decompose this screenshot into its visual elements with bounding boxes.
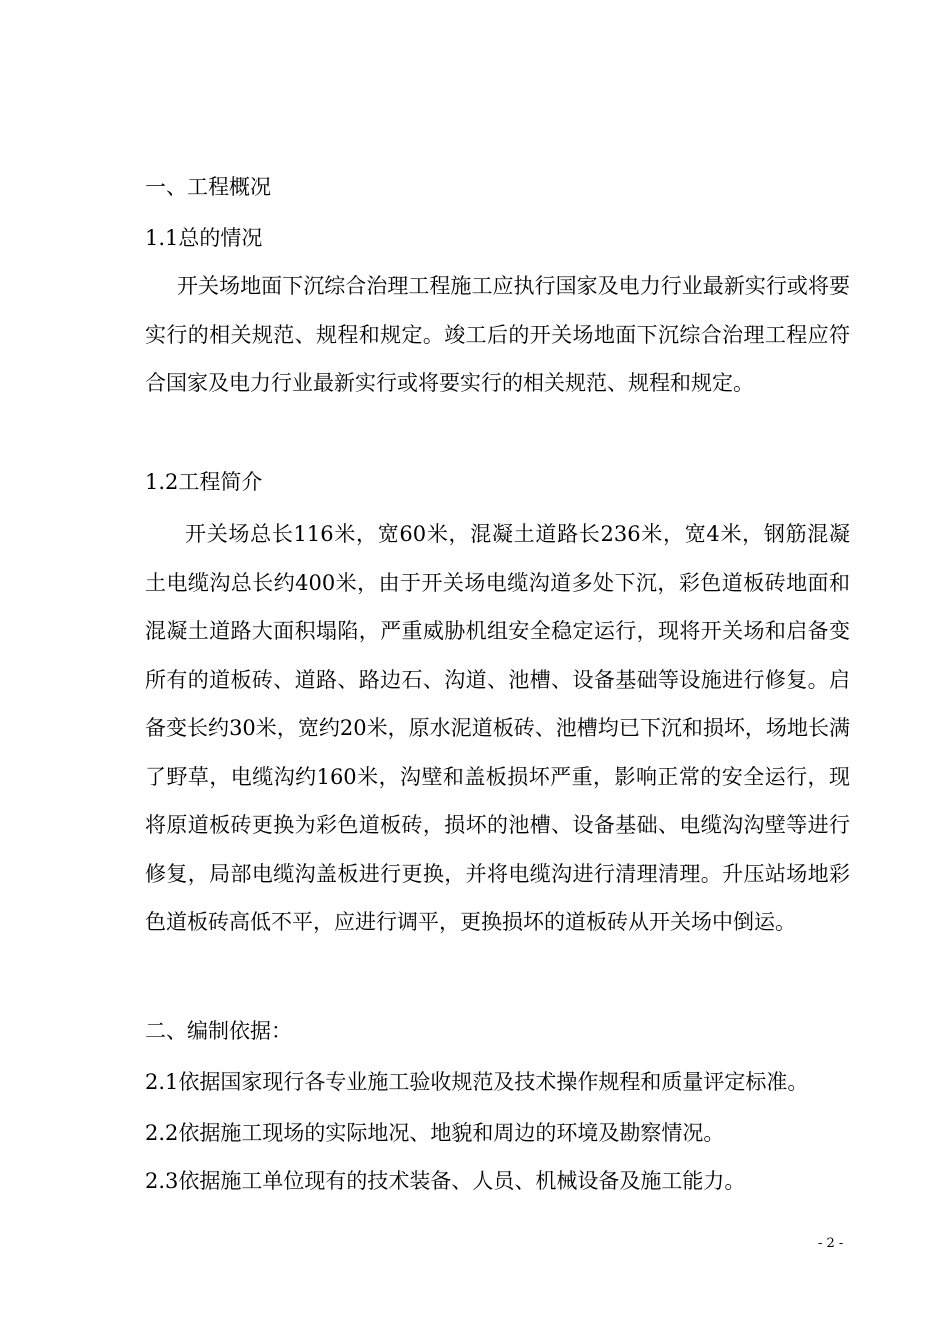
page-number: - 2 - (818, 1236, 844, 1251)
heading-compilation-basis: 二、编制依据： (145, 1019, 292, 1043)
basis-item-2-1: 2.1依据国家现行各专业施工验收规范及技术操作规程和质量评定标准。 (145, 1070, 809, 1094)
section-1-2-body: 开关场总长116米，宽60米，混凝土道路长236米，宽4米，钢筋混凝土电缆沟总长约400米，由于开关场电缆沟道多处下沉，彩色道板砖地面和混凝土道路大面积塌陷，严重威胁机组安全稳定运行，现将开关场和启备变所有的道板砖、道路、路边石、沟道、池槽、设备基础等设施进行修复。启备变长约30米，宽约20米，原水泥道板砖、池槽均已下沉和损坏，场地长满了野草，电缆沟约160米，沟壁和盖板损坏严重，影响正常的安全运行，现将原道板砖更换为彩色道板砖，损坏的池槽、设备基础、电缆沟沟壁等进行修复，局部电缆沟盖板进行更换，并将电缆沟进行清理清理。升压站场地彩色道板砖高低不平，应进行调平，更换损坏的道板砖从开关场中倒运。 (145, 522, 850, 934)
basis-item-2-2: 2.2依据施工现场的实际地况、地貌和周边的环境及勘察情况。 (145, 1121, 725, 1145)
section-1-2-title: 1.2工程简介 (145, 470, 263, 494)
heading-project-overview: 一、工程概况 (145, 175, 271, 199)
basis-item-2-3: 2.3依据施工单位现有的技术装备、人员、机械设备及施工能力。 (145, 1169, 746, 1193)
section-1-1-title: 1.1总的情况 (145, 226, 263, 250)
section-1-1-body: 开关场地面下沉综合治理工程施工应执行国家及电力行业最新实行或将要实行的相关规范、规程和规定。竣工后的开关场地面下沉综合治理工程应符合国家及电力行业最新实行或将要实行的相关规范、规程和规定。 (145, 274, 850, 395)
